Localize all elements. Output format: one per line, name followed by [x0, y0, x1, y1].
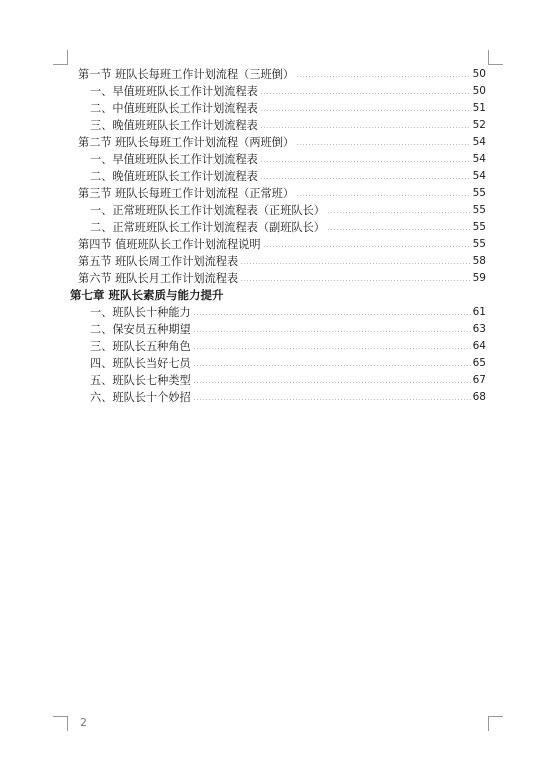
toc-entry[interactable] — [90, 100, 486, 117]
toc-leader — [193, 348, 471, 349]
toc-entry[interactable] — [90, 372, 486, 389]
toc-entry[interactable] — [90, 151, 486, 168]
toc-entry[interactable] — [78, 185, 486, 202]
toc-leader — [327, 229, 471, 230]
toc-leader — [296, 76, 471, 77]
toc-entry-title: 第二节 班队长每班工作计划流程（两班倒） — [78, 136, 295, 149]
toc-entry-title: 一、班队长十种能力 — [90, 306, 191, 319]
toc-entry-page: 55 — [472, 238, 486, 250]
toc-entry-title: 五、班队长七种类型 — [90, 374, 191, 387]
toc-leader — [193, 382, 471, 383]
toc-entry[interactable] — [90, 355, 486, 372]
toc-entry[interactable] — [78, 134, 486, 151]
toc-entry-title: 第四节 值班班队长工作计划流程说明 — [78, 238, 261, 251]
toc-entry-page: 52 — [472, 119, 486, 131]
toc-entry[interactable] — [78, 66, 486, 83]
toc-entry-page: 64 — [472, 340, 486, 352]
toc-entry-title: 第一节 班队长每班工作计划流程（三班倒） — [78, 68, 295, 81]
toc-entry-title: 二、正常班班队长工作计划流程表（副班队长） — [90, 221, 325, 234]
toc-leader — [263, 246, 471, 247]
toc-leader — [193, 365, 471, 366]
toc-entry-page: 50 — [472, 85, 486, 97]
toc-entry-page: 63 — [472, 323, 486, 335]
toc-leader — [296, 195, 471, 196]
toc-leader — [260, 110, 471, 111]
toc-entry-page: 54 — [472, 136, 486, 148]
toc-entry-page: 58 — [472, 255, 486, 267]
crop-mark-top-left — [53, 50, 68, 65]
toc-leader — [260, 93, 471, 94]
toc-leader — [240, 263, 470, 264]
toc-leader — [260, 178, 471, 179]
toc-entry[interactable] — [90, 338, 486, 355]
toc-entry[interactable] — [90, 168, 486, 185]
toc-entry-page: 68 — [472, 391, 486, 403]
toc-entry-page: 54 — [472, 170, 486, 182]
toc-leader — [327, 212, 471, 213]
toc-leader — [193, 331, 471, 332]
crop-mark-top-right — [488, 50, 503, 65]
toc-entry-page: 51 — [472, 102, 486, 114]
toc-entry-title: 三、班队长五种角色 — [90, 340, 191, 353]
toc-entry[interactable] — [78, 236, 486, 253]
toc-entry-page: 50 — [472, 68, 486, 80]
toc-entry[interactable] — [90, 83, 486, 100]
crop-mark-bottom-left — [53, 716, 68, 731]
toc-entry[interactable] — [90, 202, 486, 219]
toc-entry[interactable] — [90, 389, 486, 406]
toc-entry-page: 55 — [472, 221, 486, 233]
toc-leader — [260, 127, 471, 128]
toc-entry[interactable] — [78, 270, 486, 287]
toc-leader — [240, 280, 470, 281]
toc-entry[interactable] — [78, 253, 486, 270]
toc-entry-title: 二、中值班班队长工作计划流程表 — [90, 102, 258, 115]
toc-entry-page: 55 — [472, 187, 486, 199]
toc-entry-page: 59 — [472, 272, 486, 284]
toc-leader — [296, 144, 471, 145]
toc-entry[interactable] — [90, 219, 486, 236]
toc-leader — [193, 314, 471, 315]
toc-entry[interactable] — [90, 304, 486, 321]
toc-entry-page: 54 — [472, 153, 486, 165]
toc-entry-title: 第七章 班队长素质与能力提升 — [70, 288, 224, 302]
toc-entry-title: 四、班队长当好七员 — [90, 357, 191, 370]
toc-entry-page: 67 — [472, 374, 486, 386]
toc-entry-title: 第五节 班队长周工作计划流程表 — [78, 255, 239, 268]
toc-entry-title: 三、晚值班班队长工作计划流程表 — [90, 119, 258, 132]
page-number: 2 — [80, 716, 87, 729]
toc-entry-title: 第三节 班队长每班工作计划流程（正常班） — [78, 187, 295, 200]
toc-entry-title: 一、早值班班队长工作计划流程表 — [90, 153, 258, 166]
toc-entry-title: 第六节 班队长月工作计划流程表 — [78, 272, 239, 285]
toc-leader — [193, 399, 471, 400]
toc-entry-title: 二、保安员五种期望 — [90, 323, 191, 336]
toc-entry-title: 一、正常班班队长工作计划流程表（正班队长） — [90, 204, 325, 217]
toc-entry-page: 65 — [472, 357, 486, 369]
toc-entry[interactable] — [90, 321, 486, 338]
toc-leader — [260, 161, 471, 162]
toc-entry-title: 六、班队长十个妙招 — [90, 391, 191, 404]
toc-entry-title: 一、早值班班队长工作计划流程表 — [90, 85, 258, 98]
crop-mark-bottom-right — [488, 716, 503, 731]
toc-entry-page: 61 — [472, 306, 486, 318]
toc-entry[interactable] — [90, 117, 486, 134]
toc-entry-title: 二、晚值班班队长工作计划流程表 — [90, 170, 258, 183]
toc-entry-page: 55 — [472, 204, 486, 216]
toc-chapter-heading[interactable] — [70, 287, 486, 304]
